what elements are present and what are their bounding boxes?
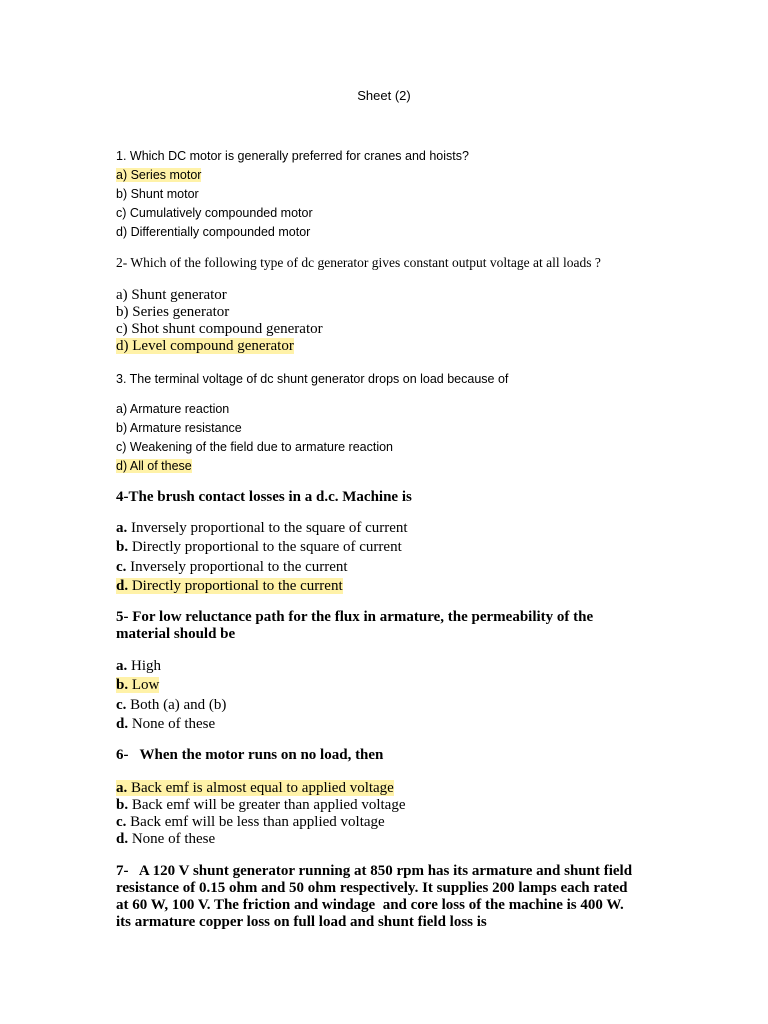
- q4-option-c: c. Inversely proportional to the current: [116, 558, 348, 575]
- question-4-options: [116, 519, 656, 596]
- q4-option-a: a. Inversely proportional to the square of current: [116, 520, 408, 536]
- q4-option-b: b. Directly proportional to the square of current: [116, 539, 402, 556]
- question-6: [116, 747, 656, 764]
- q2-option-a: a) Shunt generator: [116, 287, 227, 303]
- q4-option-d: d. Directly proportional to the current: [116, 577, 343, 594]
- q6-option-b: b. Back emf will be greater than applied voltage: [116, 797, 406, 813]
- question-6-stem: 6- When the motor runs on no load, then: [116, 747, 384, 763]
- question-3-stem: 3. The terminal voltage of dc shunt generator drops on load because of: [116, 372, 509, 386]
- question-4: [116, 489, 656, 506]
- q3-option-d: d) All of these: [116, 459, 192, 473]
- q1-option-b: b) Shunt motor: [116, 187, 199, 201]
- q2-option-d: d) Level compound generator: [116, 338, 294, 354]
- q1-option-c: c) Cumulatively compounded motor: [116, 206, 313, 220]
- question-7-stem-line-3: at 60 W, 100 V. The friction and windage and core loss of the machine is 400 W.: [116, 897, 624, 913]
- question-2-stem: 2- Which of the following type of dc generator gives constant output voltage at all loads ?: [116, 255, 601, 270]
- q3-option-b: b) Armature resistance: [116, 421, 242, 435]
- question-5-stem-line-1: 5- For low reluctance path for the flux in armature, the permeability of the: [116, 609, 594, 625]
- question-6-options: [116, 780, 656, 848]
- question-4-stem: 4-The brush contact losses in a d.c. Machine is: [116, 489, 412, 505]
- q5-option-a: a. High: [116, 658, 161, 674]
- q1-option-a: a) Series motor: [116, 168, 202, 182]
- q6-option-a: a. Back emf is almost equal to applied voltage: [116, 780, 394, 796]
- q2-option-c: c) Shot shunt compound generator: [116, 321, 323, 337]
- q2-option-b: b) Series generator: [116, 304, 230, 320]
- q5-option-d: d. None of these: [116, 715, 216, 732]
- q1-option-d: d) Differentially compounded motor: [116, 225, 311, 239]
- question-5-options: [116, 657, 656, 734]
- question-2: [116, 254, 676, 272]
- sheet-title: Sheet (2): [357, 88, 411, 103]
- q3-option-a: a) Armature reaction: [116, 402, 230, 416]
- q3-option-c: c) Weakening of the field due to armature reaction: [116, 440, 394, 454]
- q5-option-b: b. Low: [116, 677, 160, 694]
- question-7-stem-line-2: resistance of 0.15 ohm and 50 ohm respectively. It supplies 200 lamps each rated: [116, 880, 628, 896]
- question-1: [116, 147, 656, 242]
- question-5: [116, 609, 636, 643]
- question-7: [116, 863, 676, 931]
- question-7-stem-line-1: 7- A 120 V shunt generator running at 850 rpm has its armature and shunt field: [116, 863, 633, 879]
- question-5-stem-line-2: material should be: [116, 626, 236, 642]
- q6-option-c: c. Back emf will be less than applied voltage: [116, 814, 385, 830]
- q5-option-c: c. Both (a) and (b): [116, 696, 227, 713]
- question-1-stem: 1. Which DC motor is generally preferred for cranes and hoists?: [116, 149, 469, 163]
- q6-option-d: d. None of these: [116, 831, 216, 847]
- question-3: [116, 370, 656, 389]
- question-3-options: [116, 400, 656, 476]
- question-7-stem-line-4: its armature copper loss on full load and shunt field loss is: [116, 914, 487, 930]
- question-2-options: [116, 287, 656, 355]
